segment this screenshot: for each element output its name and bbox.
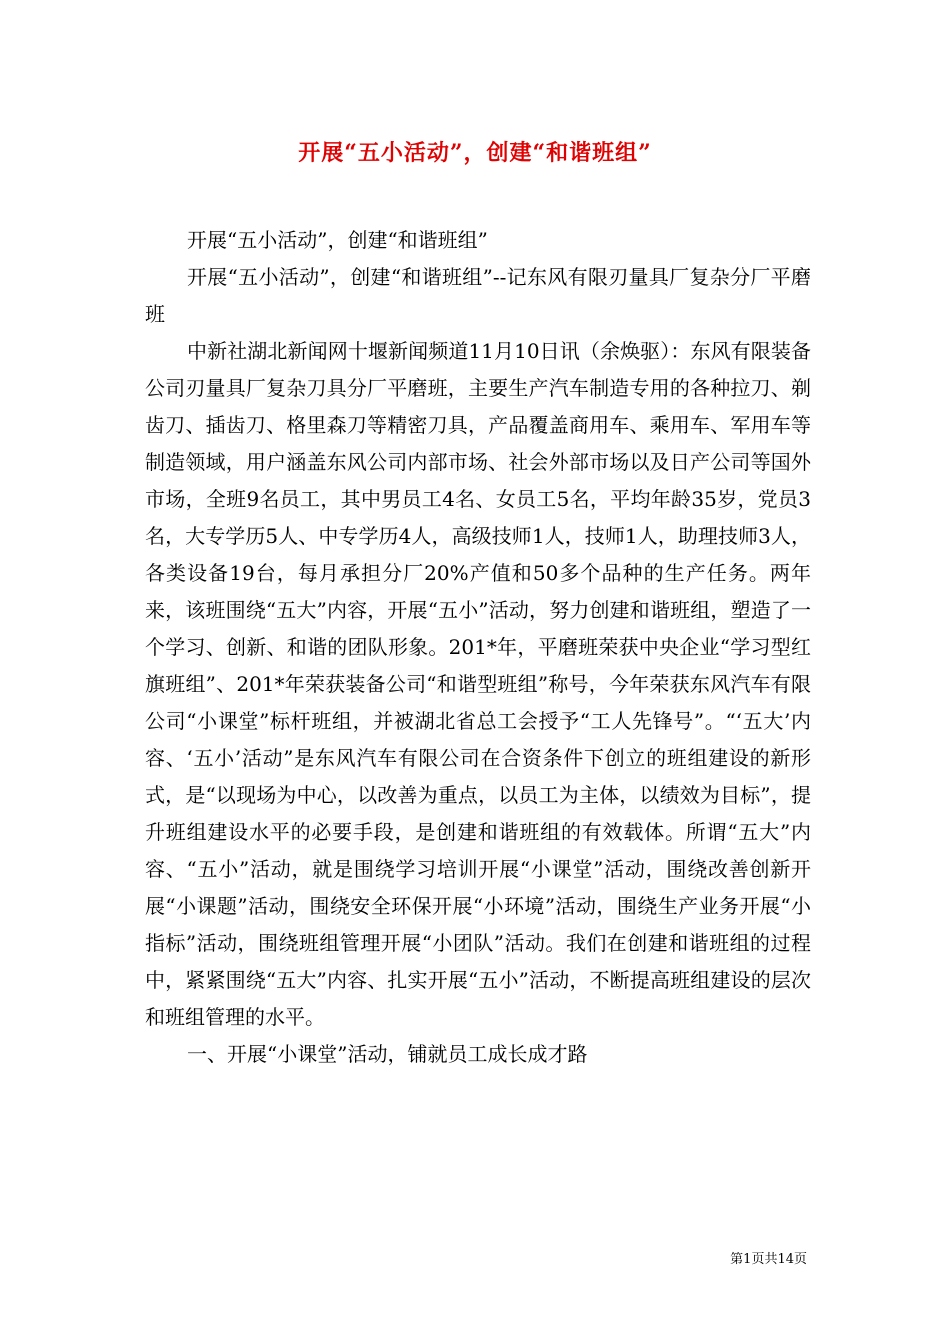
paragraph-3: 中新社湖北新闻网十堰新闻频道11月10日讯（余焕驱）：东风有限装备公司刃量具厂复杂刀具分厂平磨班，主要生产汽车制造专用的各种拉刀、剃齿刀、插齿刀、格里森刀等精密刀具，产品覆盖商用车、乘用车、军用车等制造领域，用户涵盖东风公司内部市场、社会外部市场以及日产公司等国外市场，全班9名员工，其中男员工4名、女员工5名，平均年龄35岁，党员3名，大专学历5人、中专学历4人，高级技师1人，技师1人，助理技师3人，各类设备19台，每月承担分厂20%产值和50多个品种的生产任务。两年来，该班围绕“五大”内容，开展“五小”活动，努力创建和谐班组，塑造了一个学习、创新、和谐的团队形象。201*年，平磨班荣获中央企业“学习型红旗班组”、201*年荣获装备公司“和谐型班组”称号，今年荣获东风汽车有限公司“小课堂”标杆班组，并被湖北省总工会授予“工人先锋号”。“‘五大’内容、‘五小’活动”是东风汽车有限公司在合资条件下创立的班组建设的新形式，是“以现场为中心，以改善为重点，以员工为主体，以绩效为目标”，提升班组建设水平的必要手段，是创建和谐班组的有效载体。所谓“五大”内容、“五小”活动，就是围绕学习培训开展“小课堂”活动，围绕改善创新开展“小课题”活动，围绕安全环保开展“小环境”活动，围绕生产业务开展“小指标”活动，围绕班组管理开展“小团队”活动。我们在创建和谐班组的过程中，紧紧围绕“五大”内容、扎实开展“五小”活动，不断提高班组建设的层次和班组管理的水平。 xyxy=(145,339,811,1029)
paragraph-2: 开展“五小活动”，创建“和谐班组”--记东风有限刃量具厂复杂分厂平磨班 xyxy=(145,265,811,326)
document-title: 开展“五小活动”，创建“和谐班组” xyxy=(298,140,652,166)
paragraph-1: 开展“五小活动”，创建“和谐班组” xyxy=(187,228,488,252)
section-heading: 一、开展“小课堂”活动，铺就员工成长成才路 xyxy=(187,1042,588,1066)
document-body xyxy=(145,222,811,1073)
page-number-footer: 第1页共14页 xyxy=(730,1252,807,1267)
